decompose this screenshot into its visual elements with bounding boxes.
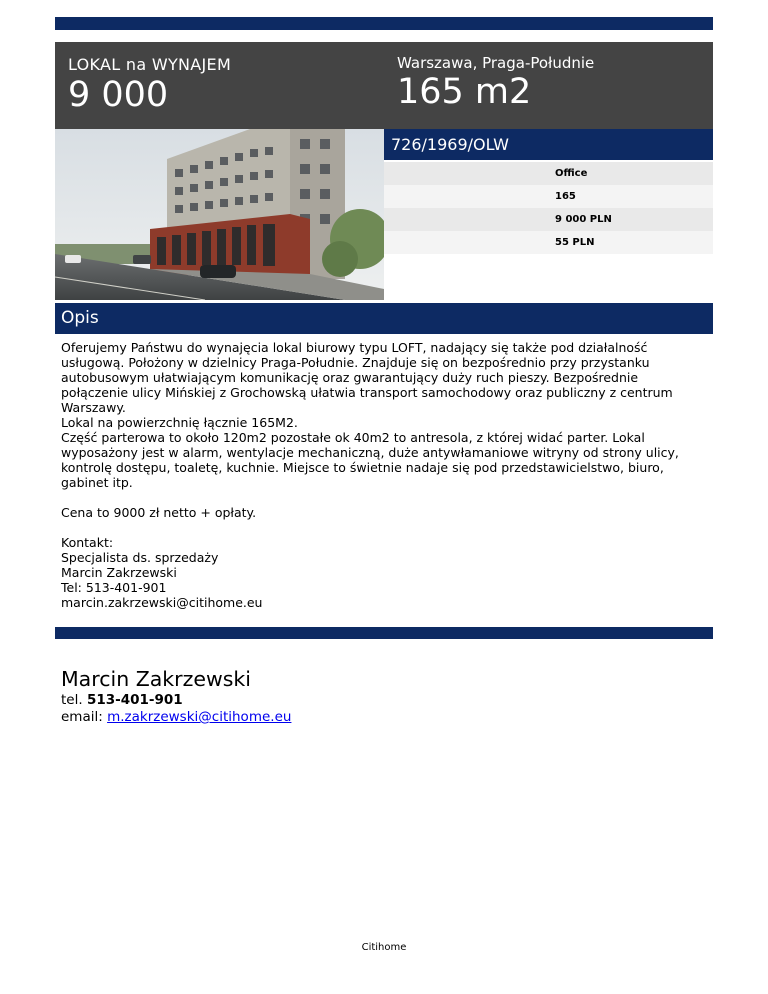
agent-email-line: [61, 709, 291, 726]
reference-number: 726/1969/OLW: [391, 135, 509, 154]
detail-row-area: [384, 185, 713, 208]
agent-phone-line: [61, 692, 291, 709]
description-contact: Kontakt: Specjalista ds. sprzedaży Marcin Zakrzewski Tel: 513-401-901 marcin.zakrzewski@citihome.eu: [61, 535, 263, 610]
agent-email-link[interactable]: m.zakrzewski@citihome.eu: [107, 709, 292, 725]
agent-name: Marcin Zakrzewski: [61, 667, 251, 691]
detail-row-price-per-m2: [384, 231, 713, 254]
listing-header: [55, 42, 713, 129]
description-price: Cena to 9000 zł netto + opłaty.: [61, 505, 257, 520]
phone-label: tel.: [61, 692, 83, 708]
listing-price: 9 000: [68, 75, 169, 115]
footer-brand: Citihome: [361, 942, 407, 953]
listing-area: 165 m2: [397, 72, 532, 112]
listing-type: LOKAL na WYNAJEM: [68, 55, 232, 74]
details-table: [384, 162, 713, 254]
agent-phone: 513-401-901: [86, 692, 183, 708]
description-paragraph: Oferujemy Państwu do wynajęcia lokal biurowy typu LOFT, nadający się także pod działalność usługową. Położony w dzielnicy Praga-Południe. Znajduje się on bezpośrednio przy przystanku autobusowym ułatwiającym komunikację oraz gwarantujący duży ruch pieszy. Bezpośrednie połączenie ulicy Mińskiej z Grochowską ułatwia transport samochodowy oraz publiczny z centrum Warszawy. Lokal na powierzchnię łącznie 165M2. Część parterowa to około 120m2 pozostałe ok 40m2 to antresola, z której widać parter. Lokal wyposażony jest w alarm, wentylacje mechaniczną, duże antywłamaniowe witryny od strony ulicy, kontrolę dostępu, toaletę, kuchnie. Miejsce to świetnie nadaje się pod przedstawicielstwo, biuro, gabinet itp.: [61, 340, 679, 490]
detail-value: 9 000 PLN: [555, 214, 612, 225]
detail-value: 55 PLN: [555, 237, 595, 248]
detail-value: Office: [555, 168, 588, 179]
section-divider-bar: [55, 627, 713, 639]
reference-bar: [384, 129, 713, 160]
section-title: Opis: [61, 308, 99, 328]
agent-card: [61, 666, 291, 726]
description: [61, 340, 711, 610]
detail-row-price: [384, 208, 713, 231]
listing-location: Warszawa, Praga-Południe: [397, 54, 595, 72]
detail-value: 165: [555, 191, 576, 202]
detail-row-type: [384, 162, 713, 185]
property-photo: [55, 129, 384, 300]
top-divider-bar: [55, 17, 713, 30]
email-label: email:: [61, 709, 103, 725]
description-header: [55, 303, 713, 334]
